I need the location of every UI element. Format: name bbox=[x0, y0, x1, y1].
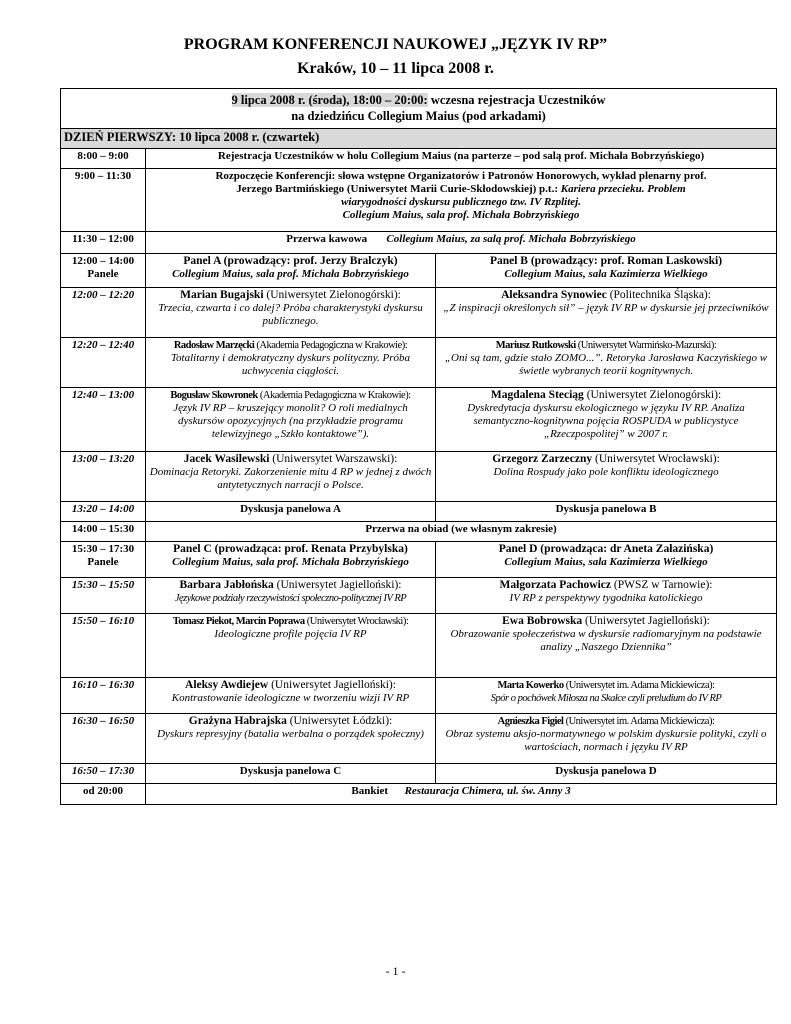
panel-b-header bbox=[436, 254, 777, 288]
time-label: 12:00 – 14:00 bbox=[71, 255, 135, 267]
panel-b-title: Panel B (prowadzący: prof. Roman Laskowski) bbox=[489, 255, 723, 267]
talk-title: IV RP z perspektywy tygodnika katolickiego bbox=[509, 592, 703, 604]
talk-cell bbox=[436, 288, 777, 338]
talk-title: Dominacja Retoryki. Zakorzenienie mitu 4 RP w jednej z dwóch antytetycznych narracji o Polsce. bbox=[149, 466, 432, 491]
speaker-name: Aleksandra Synowiec bbox=[501, 289, 607, 301]
lunch-break-text: Przerwa na obiad (we własnym zakresie) bbox=[146, 522, 777, 542]
document-title: PROGRAM KONFERENCJI NAUKOWEJ „JĘZYK IV RP” bbox=[183, 36, 608, 53]
opening-place: Collegium Maius, sala prof. Michała Bobrzyńskiego bbox=[342, 209, 580, 221]
panel-a-header bbox=[146, 254, 436, 288]
speaker-name: Tomasz Piekot, Marcin Poprawa bbox=[172, 616, 305, 627]
registration-cell bbox=[61, 89, 777, 129]
time-cell: 12:20 – 12:40 bbox=[61, 338, 146, 388]
time-label: 15:30 – 17:30 bbox=[71, 543, 135, 555]
panel-c-header bbox=[146, 542, 436, 578]
time-cell: 8:00 – 9:00 bbox=[61, 149, 146, 169]
speaker-affiliation: (Uniwersytet Jagielloński): bbox=[273, 579, 402, 591]
time-cell bbox=[61, 254, 146, 288]
lecture-title-part1: Kariera przecieku. Problem bbox=[560, 183, 686, 195]
speaker-name: Jacek Wasilewski bbox=[183, 453, 270, 465]
coffee-break-cell bbox=[146, 232, 777, 254]
opening-line2: Jerzego Bartmińskiego (Uniwersytet Marii Curie-Skłodowskiej) p.t.: bbox=[236, 183, 561, 195]
day-one-heading: DZIEŃ PIERWSZY: 10 lipca 2008 r. (czwartek) bbox=[61, 129, 777, 149]
talk-title: Językowe podziały rzeczywistości społeczno-politycznej IV RP bbox=[174, 593, 407, 604]
talk-cell bbox=[146, 452, 436, 502]
panel-d-header bbox=[436, 542, 777, 578]
coffee-break-place: Collegium Maius, za salą prof. Michała Bobrzyńskiego bbox=[386, 233, 636, 245]
panel-discussion-a: Dyskusja panelowa A bbox=[146, 502, 436, 522]
speaker-affiliation: (Uniwersytet Jagielloński): bbox=[582, 615, 710, 627]
speaker-affiliation: (Uniwersytet Jagielloński): bbox=[268, 679, 396, 691]
speaker-affiliation: (Uniwersytet Wrocławski): bbox=[592, 453, 720, 465]
speaker-name: Marian Bugajski bbox=[180, 289, 264, 301]
talk-cell bbox=[146, 614, 436, 678]
speaker-affiliation: (Akademia Pedagogiczna w Krakowie): bbox=[254, 340, 408, 351]
panel-d-place: Collegium Maius, sala Kazimierza Wielkiego bbox=[504, 556, 708, 568]
opening-cell bbox=[146, 169, 777, 232]
time-cell: 13:20 – 14:00 bbox=[61, 502, 146, 522]
speaker-affiliation: (PWSZ w Tarnowie): bbox=[610, 579, 713, 591]
talk-cell bbox=[436, 388, 777, 452]
speaker-name: Małgorzata Pachowicz bbox=[499, 579, 611, 591]
time-cell bbox=[61, 542, 146, 578]
speaker-affiliation: (Uniwersytet im. Adama Mickiewicza): bbox=[563, 716, 715, 727]
speaker-name: Ewa Bobrowska bbox=[502, 615, 583, 627]
time-cell: 16:50 – 17:30 bbox=[61, 764, 146, 784]
talk-cell bbox=[146, 578, 436, 614]
speaker-affiliation: (Uniwersytet Łódzki): bbox=[286, 715, 393, 727]
document-subtitle: Kraków, 10 – 11 lipca 2008 r. bbox=[297, 60, 494, 77]
speaker-name: Magdalena Steciąg bbox=[490, 389, 584, 401]
talk-title: Dolina Rospudy jako pole konfliktu ideologicznego bbox=[493, 466, 719, 478]
registration-date: 9 lipca 2008 r. (środa), 18:00 – 20:00: bbox=[231, 93, 428, 107]
speaker-name: Grzegorz Zarzeczny bbox=[492, 453, 593, 465]
time-cell: 12:00 – 12:20 bbox=[61, 288, 146, 338]
talk-cell bbox=[146, 714, 436, 764]
speaker-name: Mariusz Rutkowski bbox=[495, 340, 576, 351]
speaker-affiliation: (Uniwersytet Warmińsko-Mazurski): bbox=[575, 340, 717, 351]
speaker-affiliation: (Uniwersytet Wrocławski): bbox=[304, 616, 409, 627]
lecture-title-part2: wiarygodności dyskursu publicznego tzw. IV Rzplitej. bbox=[341, 196, 581, 208]
registration-hall-text: Rejestracja Uczestników w holu Collegium Maius (na parterze – pod salą prof. Michała Bobrzyńskiego) bbox=[146, 149, 777, 169]
speaker-name: Marta Kowerko bbox=[497, 680, 564, 691]
time-cell: 13:00 – 13:20 bbox=[61, 452, 146, 502]
talk-title: Dyskurs represyjny (batalia werbalna o porządek społeczny) bbox=[157, 728, 424, 740]
registration-place: na dziedzińcu Collegium Maius (pod arkadami) bbox=[291, 109, 546, 123]
talk-title: Język IV RP – kruszejący monolit? O roli medialnych dyskursów opozycyjnych (na przykładzie programu telewizyjnego „Szkło kontaktowe”). bbox=[173, 402, 408, 440]
time-cell: 15:30 – 15:50 bbox=[61, 578, 146, 614]
talk-cell bbox=[436, 452, 777, 502]
panel-c-title: Panel C (prowadząca: prof. Renata Przybylska) bbox=[173, 543, 408, 555]
speaker-name: Agnieszka Figiel bbox=[497, 716, 564, 727]
coffee-break-label: Przerwa kawowa bbox=[286, 233, 368, 245]
talk-cell bbox=[436, 678, 777, 714]
opening-line1: Rozpoczęcie Konferencji: słowa wstępne Organizatorów i Patronów Honorowych, wykład plenarny prof. bbox=[215, 170, 707, 182]
speaker-affiliation: (Akademia Pedagogiczna w Krakowie): bbox=[257, 390, 411, 401]
time-cell: 9:00 – 11:30 bbox=[61, 169, 146, 232]
panel-b-place: Collegium Maius, sala Kazimierza Wielkiego bbox=[504, 268, 708, 280]
panel-discussion-d: Dyskusja panelowa D bbox=[436, 764, 777, 784]
speaker-name: Radosław Marzęcki bbox=[173, 340, 255, 351]
registration-text: wczesna rejestracja Uczestników bbox=[427, 93, 606, 107]
panel-discussion-b: Dyskusja panelowa B bbox=[436, 502, 777, 522]
talk-title: Obrazowanie społeczeństwa w dyskursie radiomaryjnym na podstawie analizy „Naszego Dziennika” bbox=[450, 628, 762, 653]
panel-a-title: Panel A (prowadzący: prof. Jerzy Bralczyk) bbox=[183, 255, 398, 267]
speaker-affiliation: (Uniwersytet Zielonogórski): bbox=[583, 389, 722, 401]
talk-cell bbox=[436, 714, 777, 764]
speaker-affiliation: (Uniwersytet Zielonogórski): bbox=[263, 289, 401, 301]
panel-d-title: Panel D (prowadząca: dr Aneta Załazińska) bbox=[498, 543, 714, 555]
talk-title: Trzecia, czwarta i co dalej? Próba charakterystyki dyskursu publicznego. bbox=[158, 302, 423, 327]
page-number: - 1 - bbox=[385, 964, 406, 978]
talk-title: Kontrastowanie ideologiczne w tworzeniu wizji IV RP bbox=[171, 692, 410, 704]
talk-title: Dyskredytacja dyskursu ekologicznego w języku IV RP. Analiza semantyczno-kognitywna pojęcia ROSPUDA w publicystyce „Rzeczpospolitej” w 2007 r. bbox=[467, 402, 745, 440]
speaker-name: Grażyna Habrajska bbox=[188, 715, 287, 727]
talk-title: Ideologiczne profile pojęcia IV RP bbox=[214, 628, 367, 640]
panel-c-place: Collegium Maius, sala prof. Michała Bobrzyńskiego bbox=[172, 556, 409, 568]
talk-cell bbox=[146, 678, 436, 714]
talk-cell bbox=[436, 578, 777, 614]
talk-title: „Z inspiracji określonych sił” – język IV RP w dyskursie jej przeciwników bbox=[443, 302, 769, 314]
panels-label: Panele bbox=[87, 268, 119, 280]
talk-title: Spór o pochówek Miłosza na Skałce czyli preludium do IV RP bbox=[490, 693, 722, 704]
time-cell: od 20:00 bbox=[61, 784, 146, 805]
talk-cell bbox=[146, 288, 436, 338]
speaker-name: Bogusław Skowronek bbox=[170, 390, 258, 401]
time-cell: 16:10 – 16:30 bbox=[61, 678, 146, 714]
time-cell: 11:30 – 12:00 bbox=[61, 232, 146, 254]
panels-label: Panele bbox=[87, 556, 119, 568]
banquet-cell bbox=[146, 784, 777, 805]
talk-cell bbox=[146, 338, 436, 388]
time-cell: 14:00 – 15:30 bbox=[61, 522, 146, 542]
time-cell: 15:50 – 16:10 bbox=[61, 614, 146, 678]
speaker-name: Aleksy Awdiejew bbox=[185, 679, 269, 691]
panel-a-place: Collegium Maius, sala prof. Michała Bobrzyńskiego bbox=[172, 268, 409, 280]
talk-cell bbox=[146, 388, 436, 452]
speaker-name: Barbara Jabłońska bbox=[179, 579, 274, 591]
panel-discussion-c: Dyskusja panelowa C bbox=[146, 764, 436, 784]
program-table bbox=[60, 88, 777, 805]
time-cell: 12:40 – 13:00 bbox=[61, 388, 146, 452]
talk-cell bbox=[436, 338, 777, 388]
talk-title: „Oni są tam, gdzie stało ZOMO...”. Retoryka Jarosława Kaczyńskiego w świetle wybranych teorii kognitywnych. bbox=[444, 352, 768, 377]
talk-title: Totalitarny i demokratyczny dyskurs polityczny. Próba uchwycenia ciągłości. bbox=[170, 352, 411, 377]
speaker-affiliation: (Uniwersytet Warszawski): bbox=[269, 453, 398, 465]
time-cell: 16:30 – 16:50 bbox=[61, 714, 146, 764]
talk-cell bbox=[436, 614, 777, 678]
speaker-affiliation: (Uniwersytet im. Adama Mickiewicza): bbox=[563, 680, 715, 691]
banquet-place: Restauracja Chimera, ul. św. Anny 3 bbox=[404, 785, 571, 797]
banquet-label: Bankiet bbox=[351, 785, 389, 797]
talk-title: Obraz systemu aksjo-normatywnego w polskim dyskursie polityki, czyli o wartościach, normach i języku IV RP bbox=[445, 728, 767, 753]
speaker-affiliation: (Politechnika Śląska): bbox=[606, 289, 711, 301]
